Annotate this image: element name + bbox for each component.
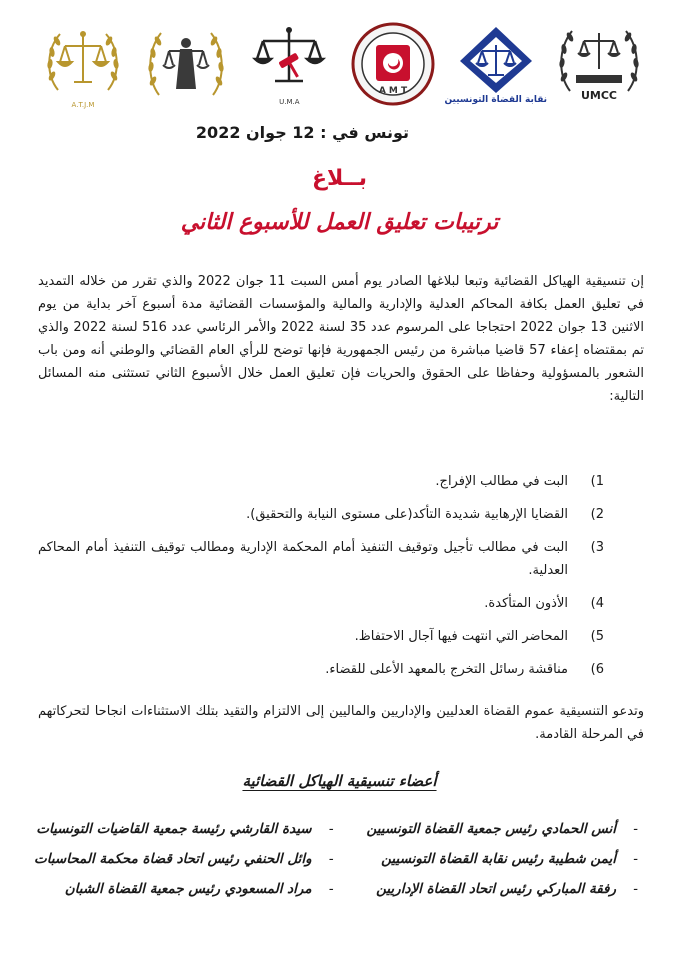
- member-entry: [34, 818, 334, 840]
- member-entry: [354, 848, 638, 870]
- member-name: رفقة المباركي رئيس اتحاد القضاة الإداريين: [376, 881, 616, 897]
- closing-paragraph: وتدعو التنسيقية عموم القضاة العدليين والإداريين والماليين إلى الالتزام والتقيد بتلك الاستثناءات انجاحا لتحركاتهم في المرحلة القادمة.: [38, 704, 644, 742]
- list-item: [38, 503, 604, 526]
- list-item: [38, 625, 604, 648]
- scales-gavel-icon: [249, 23, 329, 97]
- page-title: بــلاغ: [311, 166, 368, 191]
- logo-justice-lady: [139, 17, 233, 111]
- logo-uma: [242, 17, 336, 111]
- logo-caption: نقابة القضاة التونسيين: [444, 94, 548, 105]
- exceptions-list: [38, 470, 604, 691]
- logo-amt: [346, 17, 440, 111]
- member-name: سيدة القارشي رئيسة جمعية القاضيات التونسيات: [36, 821, 312, 837]
- scales-wreath-icon: [40, 20, 126, 100]
- list-item: [38, 592, 604, 615]
- logo-atjm: [36, 17, 130, 111]
- item-text: البت في مطالب الإفراج.: [435, 474, 568, 489]
- item-number: 2): [590, 507, 604, 522]
- members-list: [34, 818, 638, 900]
- members-title: [0, 772, 679, 790]
- lady-justice-icon: [143, 21, 229, 107]
- seal-letters: A M T: [378, 86, 407, 96]
- item-text: البت في مطالب تأجيل وتوقيف التنفيذ أمام المحكمة الإدارية ومطالب توقيف التنفيذ أمام المحاكم العدلية.: [38, 540, 568, 578]
- amt-seal-icon: [350, 21, 436, 107]
- body-paragraph: [38, 270, 644, 408]
- umcc-label: UMCC: [580, 89, 617, 102]
- member-dash: -: [633, 881, 638, 897]
- member-entry: [354, 818, 638, 840]
- item-number: 6): [590, 662, 604, 677]
- body-text: إن تنسيقية الهياكل القضائية وتبعا لبلاغها الصادر يوم أمس السبت 11 جوان 2022 والذي تقرر من خلاله التمديد في تعليق العمل بكافة المحاكم العدلية والإدارية والمالية والمؤسسات القضائية مدة أسبوع آخر بداية من يوم الاثنين 13 جوان 2022 احتجاجا على المرسوم عدد 35 لسنة 2022 والأمر الرئاسي عدد 516 لسنة 2022 والذي تم بمقتضاه إعفاء 57 قاضيا مباشرة من رئيس الجمهورية فإنها توضح للرأي العام القضائي والوطني أنه ومن باب الشعور بالمسؤولية وحفاظا على الحقوق والحريات فإن تعليق العمل خلال الأسبوع الثاني تستثنى منه المسائل التالية:: [38, 274, 644, 404]
- item-number: 3): [590, 540, 604, 555]
- member-dash: -: [328, 881, 334, 897]
- logo-caption: A.T.J.M: [71, 100, 95, 109]
- member-entry: [34, 878, 334, 900]
- logos-row: [36, 14, 646, 114]
- item-number: 1): [590, 474, 604, 489]
- member-dash: -: [328, 821, 334, 837]
- member-dash: -: [633, 821, 638, 837]
- item-number: 4): [590, 596, 604, 611]
- member-entry: [34, 848, 334, 870]
- list-item: [38, 536, 604, 582]
- member-name: أنس الحمادي رئيس جمعية القضاة التونسيين: [366, 821, 616, 837]
- item-number: 5): [590, 629, 604, 644]
- item-text: القضايا الإرهابية شديدة التأكد(على مستوى النيابة والتحقيق).: [246, 507, 568, 522]
- list-item: [38, 470, 604, 493]
- member-entry: [354, 878, 638, 900]
- logo-umcc: [552, 17, 646, 111]
- item-text: الأذون المتأكدة.: [484, 596, 568, 611]
- member-name: أيمن شطيبة رئيس نقابة القضاة التونسيين: [381, 851, 616, 867]
- members-title-text: أعضاء تنسيقية الهياكل القضائية: [242, 772, 437, 790]
- umcc-wreath-icon: [554, 19, 644, 109]
- member-name: وائل الحنفي رئيس اتحاد قضاة محكمة المحاسبات: [34, 851, 312, 867]
- member-dash: -: [633, 851, 638, 867]
- date-line: تونس في : 12 جوان 2022: [195, 123, 409, 142]
- item-text: المحاضر التي انتهت فيها آجال الاحتفاظ.: [354, 629, 568, 644]
- logo-syndicat: [444, 17, 548, 111]
- member-dash: -: [328, 851, 334, 867]
- syndicat-diamond-icon: [454, 25, 538, 95]
- member-name: مراد المسعودي رئيس جمعية القضاة الشبان: [64, 881, 312, 897]
- page-subtitle: ترتيبات تعليق العمل للأسبوع الثاني: [180, 210, 499, 235]
- list-item: [38, 658, 604, 681]
- item-text: مناقشة رسائل التخرج بالمعهد الأعلى للقضاء.: [325, 662, 568, 677]
- logo-caption: U.M.A: [279, 97, 300, 106]
